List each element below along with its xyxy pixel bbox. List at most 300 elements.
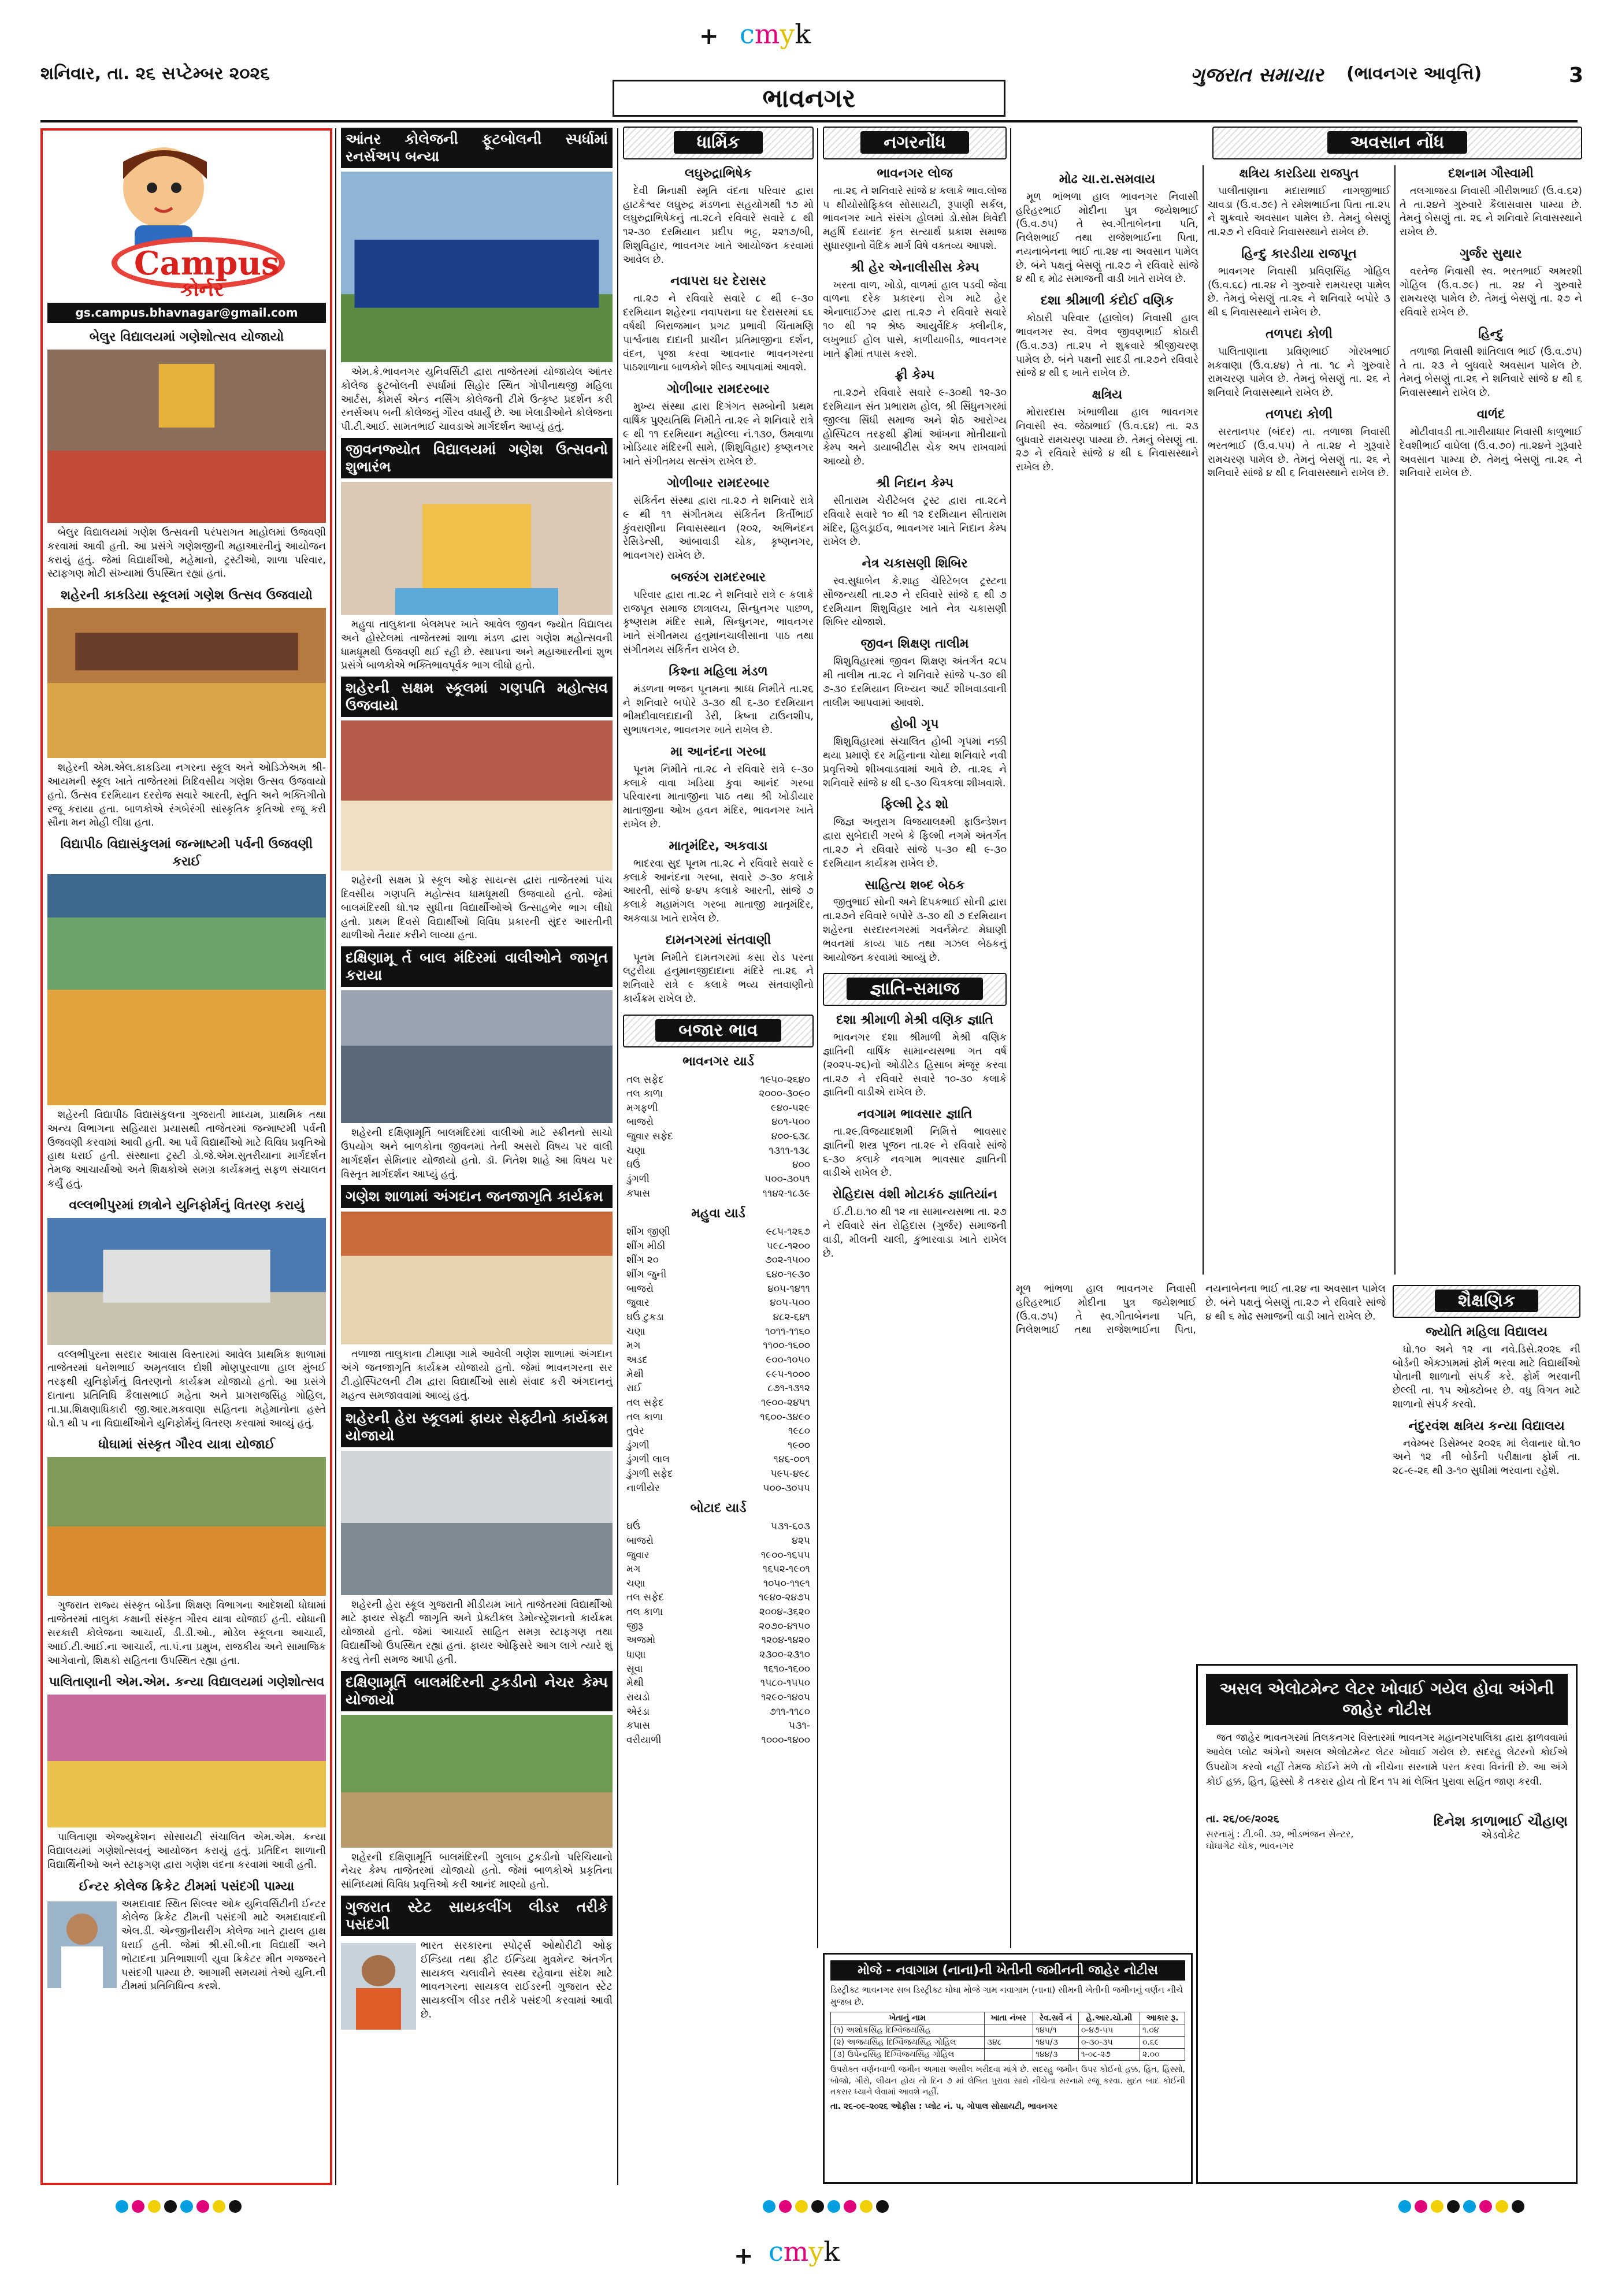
avsan-item-heading: તળપદા કોળી	[1266, 326, 1333, 341]
market-yard-name: ભાવનગર યાર્ડ	[682, 1054, 754, 1069]
market-rate-row	[623, 1591, 814, 1605]
commodity-name: તલ સફેદ	[626, 1073, 664, 1086]
photo-football-team	[341, 172, 613, 362]
shaikshanik-story-2: નવેમ્બર ડિસેમ્બર ૨૦૨૬ માં લેવાનાર ધો.૧૦ અને ૧૨ ની બોર્ડની પરીક્ષાના ફોર્મ તા. ૨૮-૯-૨૬ થી ૩-૧૦ સુધીમાં ભરવાના રહેશે.	[1393, 1437, 1580, 1477]
commodity-price: ૭૦૨-૧૫૦૦	[765, 1254, 810, 1266]
commodity-name: સૂવા	[626, 1663, 643, 1675]
land-table-cell: ૨.૦૦	[1140, 2049, 1185, 2061]
market-rate-row	[623, 1353, 814, 1368]
commodity-price: ૧૯૦૦-૧૬૫૫	[760, 1549, 810, 1561]
land-table-header: રેવ.સર્વે નં	[1033, 2012, 1079, 2024]
commodity-price: ૪૦૫-૫૦૦	[770, 1297, 810, 1309]
photo-organ-donation	[341, 1212, 613, 1344]
land-table-cell: (૩) ઉપેન્દ્રસિંહ દિગ્વિજયસિંહ ગોહિલ	[831, 2049, 985, 2061]
photo-fire-safety	[341, 1451, 613, 1595]
commodity-price: ૧૦૫૦-૧૧૯૧	[763, 1577, 810, 1589]
market-rate-row	[623, 1691, 814, 1705]
dharmik-item-heading: ગોળીબાર રામદરબાર	[667, 382, 770, 397]
avsan-item-text: મોરારદાસ ખંભાળીયા હાલ ભાવનગર નિવાસી સ્વ. જેઠાભાઈ (ઉ.વ.૬૪) તા. ૨૩ બુધવારે રામચરણ પામ્યા છે. તેમનું બેસણું તા. ૨૭ ને રવિવારે સાંજે ૪ થી ૬ નિવાસસ્થાને રાખેલ છે.	[1016, 407, 1198, 474]
dharmik-item-heading: બજરંગ રામદરબાર	[671, 570, 766, 585]
dharmik-item-text: મુખ્ય સંસ્થા દ્વારા દિગંગત સમ્બોની પ્રથમ વાર્ષિક પુણ્યતિથિ નિમીતે તા.૨૯ ને શનિવારે રાત્રે ૯ થી ૧૧ દરમિયાન મહોલ્લા નં.૧૩૦, ઉમવાળા ખોડિયાર મંદિરની સામે, (શિશુવિહાર) કૃષ્ણનગર ખાતે સંગીતમય સત્સંગ રાખેલ છે.	[623, 401, 814, 468]
commodity-price: ૪૦૦-૬૩૮	[771, 1131, 810, 1143]
campus-corner	[47, 133, 326, 2181]
market-yard-name: બોટાદ યાર્ડ	[690, 1501, 747, 1516]
commodity-price: ૧૯૦૦-૨૪૫૧	[760, 1396, 810, 1409]
commodity-price: ૧૩૧૧-૧૩૮	[769, 1145, 810, 1157]
commodity-price: ૧૬૫૨-૧૯૦૧	[762, 1563, 810, 1576]
commodity-price: ૧૯૮૦	[788, 1425, 810, 1437]
gnati-heading: જ્ઞાતિ-સમાજ	[823, 973, 1007, 1006]
commodity-price: ૪૦૦	[792, 1159, 810, 1171]
avsan-item-text: કોઠારી પરિવાર (હાલોલ) નિવાસી હાલ ભાવનગર સ્વ. વૈભવ જીવણભાઈ કોઠારી (ઉ.વ.૭૩) તા.૨૫ ને શુક્રવારે શ્રીજીચરણ પામેલ છે. બંને પક્ષની સાદડી તા.૨૭ને રવિવારે સાંજે ૪ થી ૬ ખાતે રાખેલ છે.	[1016, 313, 1198, 380]
dharmik-item-text: પૂનમ નિમીતે દામનગરમાં કસા રોડ પરના લટુરીયા હનુમાનજીદાદાના મંદિરે તા.૨૬ ને શનિવારે રાત્રે ૯ કલાકે ભવ્ય સંતવાણીનો કાર્યક્રમ રાખેલ છે.	[623, 952, 814, 1005]
nagarnondh-item-heading: હોબી ગૃપ	[890, 717, 939, 732]
commodity-price: ૧૫૮૦-૧૫૫૦	[760, 1677, 810, 1689]
commodity-name: તલ કાળા	[626, 1606, 663, 1618]
commodity-name: ચણા	[626, 1325, 645, 1338]
commodity-price: ૫૯૫-૪૯૮	[770, 1468, 810, 1480]
commodity-price: ૨૦૦૪-૩૬૨૦	[759, 1606, 810, 1618]
avsan-item-text: મોટીવાવડી તા.ગારીયાધાર નિવાસી કાળુભાઈ દેવશીભાઈ વાઘેલા (ઉ.વ.૭૦) તા.૨૪ને ગુરૂવારે અવસાન પામ્યા છે. તેમનું બેસણું તા.૨૬ ને શનિવારે રાખેલ છે.	[1400, 426, 1582, 480]
shaikshanik-heading: શૈક્ષણિક	[1393, 1285, 1580, 1318]
commodity-name: નાળીયેર	[626, 1482, 660, 1494]
commodity-name: કપાસ	[626, 1187, 650, 1199]
registration-mark: +	[699, 23, 719, 50]
commodity-price: ૧૦૦૦-૧૪૦૦	[761, 1734, 810, 1746]
photo-jivanjyot	[341, 482, 613, 615]
avsan-item-text: વરતેજ નિવાસી સ્વ. ભરતભાઈ અમરશી ગોહિલ (ઉ.વ.૭૯) તા. ૨૪ ને ગુરુવારે રામચરણ પામેલ છે. તેમનું બેસણું તા. ૨૭ ને રવિવારે રાખેલ છે.	[1400, 265, 1582, 319]
commodity-name: શીંગ ૨૦	[626, 1254, 659, 1266]
commodity-price: ૧૧૦૦-૧૬૦૦	[763, 1340, 810, 1352]
bajar-heading: બજાર ભાવ	[623, 1015, 814, 1047]
dharmik-item-heading: કિશ્ના મહિલા મંડળ	[669, 664, 768, 679]
commodity-name: તલ સફેદ	[626, 1592, 664, 1604]
column-rule	[617, 128, 618, 2185]
avsan-item-heading: વાળંદ	[1476, 407, 1505, 422]
commodity-price: ૧૨૯૦-૧૪૦૫	[760, 1691, 810, 1703]
commodity-name: તલ કાળા	[626, 1088, 663, 1100]
column-nagarnondh	[823, 124, 1007, 1944]
nagarnondh-item-heading: સાહિત્ય શબ્દ બેઠક	[864, 878, 965, 893]
nagarnondh-item-heading: શ્રી નિદાન કેમ્પ	[875, 476, 954, 491]
commodity-name: મેથી	[626, 1368, 644, 1380]
land-table-cell	[984, 2049, 1033, 2061]
nagarnondh-item-text: શિશુવિહારમાં જીવન શિક્ષણ અંતર્ગત ૨૮૫ મી તાલીમ તા.૨૮ ને શનિવારે સાંજે ૫-૩૦ થી ૭-૩૦ દરમિયાન લિખ્યન આર્ટ શીખવાડવાની તાલીમ આપવામાં આવશે.	[823, 656, 1007, 709]
commodity-name: ઘઉં ટુકડા	[626, 1312, 664, 1324]
avsan-item-text: તલગાજરડા નિવાસી ગીરીશભાઈ (ઉ.વ.૬૨) તે તા.૨૪ને ગુરુવારે કૈલાસવાસ પામ્યા છે. તેમનું બેસણું તા. ૨૬ ને શનિવારે નિવાસસ્થાને રાખેલ છે.	[1400, 185, 1582, 239]
avsan-item-text: પાલીતાણાના મદારાભાઈ નાગજીભાઈ ચાવડા (ઉ.વ.૭૯) તે રમેશભાઈના પિતા તા.૨૫ ને શુક્રવારે અવસાન પામેલ છે. તેમનું બેસણું તા.૨૭ ને રવિવારે નિવાસસ્થાને રાખેલ છે.	[1208, 185, 1390, 239]
commodity-price: ૨૦૦૦-૩૦૯૦	[759, 1088, 810, 1100]
avsan-continued-text: મૂળ ભાંભળા હાલ ભાવનગર નિવાસી હરિહરભાઈ મોદીના પુત્ર જયેશભાઈ (ઉ.વ.૭૫) તે સ્વ.ગીતાબેનના પતિ, નિલેશભાઈ તથા રાજેશભાઈના પિતા, નયનાબેનના ભાઈ તા.૨૪ ના અવસાન પામેલ છે. બંને પક્ષનું બેસણું તા.૨૭ ને રવિવારે સાંજે ૪ થી ૬ મોઢ સમાજની વાડી ખાતે રાખેલ છે.	[1016, 1283, 1386, 1336]
market-rate-row	[623, 1158, 814, 1172]
market-rate-row	[623, 1705, 814, 1719]
market-rate-row	[623, 1519, 814, 1534]
nagarnondh-item-text: શિશુવિહારમાં સંચાલિત હોબી ગૃપમાં નક્કી થયા પ્રમાણે દર મહિનાના ચોથા શનિવારે નવી પ્રવૃત્તિઓ શીખવાડવામાં આવે છે. તા.૨૬ ને શનિવારે સાંજે ૪ થી ૬-૩૦ ચિત્રકલા શીખવાશે.	[823, 736, 1007, 789]
market-rate-row	[623, 1368, 814, 1382]
commodity-price: ૮૭૧-૧૩૧૨	[767, 1383, 810, 1395]
section-title: ભાવનગર	[613, 80, 1005, 117]
commodity-name: બાજરો	[626, 1116, 654, 1128]
land-notice	[823, 1953, 1193, 2184]
commodity-name: રાયડો	[626, 1691, 650, 1703]
photo-sanskrit-yatra	[47, 1457, 326, 1596]
dharmik-item-text: ભાદરવા સુદ પૂનમ તા.૨૮ ને રવિવારે સવારે ૯ કલાકે આનંદના ગરબા, સવારે ૭-૩૦ કલાકે આરતી, સાંજે ૪-૪૫ કલાકે આરતી, સાંજે ૭ કલાકે મહામંગલ ગરબા માતાજી માતૃમંદિર, અકવાડા ખાતે રાખેલ છે.	[623, 857, 814, 924]
campus-story-4: વલ્લભીપુરના સરદાર આવાસ વિસ્તારમાં આવેલ પ્રાથમિક શાળામાં તાજેતરમાં ધનેશભાઈ અમૃતલાલ દોશી મોણપુરવાળા હાલ મુંબઈ તરફથી યુનિફોર્મનું વિતરણનો કાર્યક્રમ યોજાયો હતો. આ પ્રસંગે દાતાના પ્રતિનિધિ કૈલાસભાઈ મહેતા અને પ્રાગરાજસિંહ ગોહિલ, તા.પ્રા.શિક્ષણાધિકારી જી.આર.મકવાણા સહિતના મહેમાનોના હસ્તે ધો.૧ થી ૫ ના વિદ્યાર્થીઓને યુનિફોર્મનું વિતરણ કરવામાં આવ્યું હતું.	[47, 1348, 326, 1429]
land-notice-body: ઉપરોક્ત વર્ણનવાળી જમીન અમારા અસીલ ખરીદવા માંગે છે. સદરહુ જમીન ઉપર કોઈનો હક્ક, હિત, હિસ્સો, બોજો, ગીરો, લીયન હોય તો દિન ૭ માં લેખિત પુરાવા સાથે નીચેના સરનામે રજૂ કરવા. મુદત બાદ કોઈની તકરાર ધ્યાને લેવામાં આવશે નહીં.	[830, 2065, 1185, 2097]
market-rate-row	[623, 1605, 814, 1619]
land-table-header: ખેતાનું નામ	[831, 2012, 985, 2024]
land-table-cell: ૦.૬૯	[1140, 2037, 1185, 2049]
campus-email[interactable]: gs.campus.bhavnagar@gmail.com	[47, 303, 326, 323]
story-cycling-leader: ભારત સરકારના સ્પોર્ટ્સ ઓથોરીટી ઓફ ઈન્ડિયા તથા ફીટ ઈન્ડિયા મુવમેન્ટ અંતર્ગત સાયકલ ચલાવીને સ્વસ્થ રહેવાના સંદેશ માટે ભાવનગરના સાયકલ રાઈડરની ગુજરાત સ્ટેટ સાયકલીંગ લીડર તરીકે પસંદગી કરવામાં આવી છે.	[421, 1940, 613, 2020]
commodity-price: ૯૦૦-૧૦૫૦	[766, 1354, 810, 1366]
campus-story-7: અમદાવાદ સ્થિત સિલ્વર ઓક યુનિવર્સિટીની ઈન્ટર કોલેજ ક્રિકેટ ટીમની પસંદગી માટે અમદાવાદની એલ.ડી. એન્જીનીયરીંગ કોલેજ ખાતે ટ્રાયલ હાથ ધરાઈ હતી. જેમાં શ્રી.સી.બી.ના વિદ્યાર્થી અને ભોટાદના પ્રતિભાશાળી યુવા ક્રિકેટર મીત ગજજરને પસંદગી પામ્યા છે. આગામી સમયમાં તેઓ યુનિ.ની ટીમમાં પ્રતિનિધિત્વ કરશે.	[121, 1898, 326, 1993]
nagarnondh-item-heading: ફિલ્મી ટ્રેડ શો	[881, 797, 949, 812]
campus-title: Campus	[134, 244, 280, 283]
land-table-header: ખાતા નંબર	[984, 2012, 1033, 2024]
campus-story-3: શહેરની વિદ્યાપીઠ વિદ્યાસંકુલના ગુજરાતી માધ્યમ, પ્રાથમિક તથા અન્ય વિભાગના સહિયારા પ્રયાસથી તાજેતરમાં જન્માષ્ટમી પર્વની ઉજવણી કરવામાં આવી હતી. આ પર્વે વિદ્યાર્થીઓ માટે વિવિધ પ્રવૃતિઓ હાથ ધરાઈ હતી. સંસ્થાના ટ્રસ્ટી ડો.જે.એમ.સુતરીયાના માર્ગદર્શન તેમજ આચાર્યાઓ અને શિક્ષકોએ સમગ્ર કાર્યક્રમનું સફળ સંચાલન કર્યું હતું.	[47, 1109, 326, 1190]
gnati-item-heading: રોહિદાસ વંશી મોટાકંઠ જ્ઞાતિયાંન	[832, 1187, 997, 1202]
market-rates	[623, 1053, 814, 1748]
commodity-name: મગ	[626, 1340, 641, 1352]
market-rate-row	[623, 1073, 814, 1087]
commodity-name: જુવાર સફેદ	[626, 1131, 673, 1143]
commodity-name: જીરૂ	[626, 1620, 644, 1632]
nagarnondh-item-heading: ફ્રી કેમ્પ	[895, 368, 935, 383]
land-table-cell	[984, 2024, 1033, 2037]
market-rate-row	[623, 1534, 814, 1548]
photo-vidyapith-janmashtami	[47, 874, 326, 1105]
campus-story-1: બેલુર વિદ્યાલયમાં ગણેશ ઉત્સવની પરંપરાગત માહોલમાં ઉજવણી કરવામાં આવી હતી. આ પ્રસંગે ગણેશજીની મહાઆરતીનું આયોજન કરાયું હતું. જેમાં વિદ્યાર્થીઓ, મહેમાનો, ટ્રસ્ટીઓ, શાળા પરિવાર, સ્ટાફગણ મોટી સંખ્યામાં ઉપસ્થિત રહ્યાં હતાં.	[47, 527, 326, 580]
commodity-name: મગ	[626, 1563, 641, 1576]
dharmik-item-text: પરિવાર દ્વારા તા.૨૮ ને શનિવારે રાત્રે ૯ કલાકે રાજપૂત સમાજ છાત્રાલય, સિન્ધુનગર પાછળ, કૃષ્ણરામ મંદિર સામે, સિન્ધુનગર, ભાવનગર ખાતે સંગીતમય હનુમાનચાલીસાના પાઠ તથા સંગીતમય સંકિર્તન રાખેલ છે.	[623, 589, 814, 656]
commodity-price: ૧૬૧૦-૧૬૦૦	[763, 1663, 810, 1675]
dharmik-heading: ધાર્મિક	[623, 127, 814, 159]
commodity-name: જુવાર	[626, 1549, 650, 1561]
market-rate-row	[623, 1115, 814, 1130]
commodity-price: ૧૨૦૪-૧૪૨૦	[761, 1634, 810, 1647]
commodity-name: ધાણા	[626, 1649, 646, 1661]
lost-letter-date: તા. ૨૬/૦૯/૨૦૨૬	[1206, 1812, 1279, 1825]
campus-headline-7: ઈન્ટર કોલેજ ક્રિકેટ ટીમમાં પસંદગી પામ્યા	[79, 1879, 295, 1894]
land-notice-footer: તા. ૨૬-૦૯-૨૦૨૬ ઓફીસ : પ્લોટ નં. ૫, ગોપાલ સોસાયટી, ભાવનગર	[830, 2101, 1057, 2111]
commodity-price: ૯૪૦-૫૨૯	[770, 1102, 810, 1114]
photo-kakadiya-school	[47, 608, 326, 758]
market-rate-row	[623, 1268, 814, 1282]
registration-mark-bottom: +	[734, 2243, 754, 2269]
market-rate-row	[623, 1101, 814, 1116]
nagarnondh-item-text: જીતુભાઈ સોની અને દિપકભાઈ સોની દ્વારા તા.૨૭ને રવિવારે બપોરે ૩-૩૦ થી ૭ દરમિયાન શહેરના સરદારનગરમાં ગવર્નમેન્ટ મેઘાણી ભવનમાં કાવ્ય પાઠ તથા ગઝલ બેઠકનું આયોજન કરવામાં આવ્યું છે.	[823, 897, 1007, 964]
land-notice-title: મોજે - નવાગામ (નાના)ની ખેતીની જમીનની જાહેર નોટીસ	[830, 1960, 1185, 1981]
nagarnondh-item-text: તા.૨૭ને રવિવારે સવારે ૯-૩૦થી ૧૨-૩૦ દરમિયાન સંત પ્રભારામ હોલ, શ્રી સિંધુનગરમાં જીલ્લા સિંધી સમાજ અને શેઠ આરોગ્ય હોસ્પિટલ તરફથી ફ્રીમાં આંખના મોતીયાનો કેમ્પ અને ડાયાબીટીસ ચેક અપ રાખવામાં આવ્યો છે.	[823, 387, 1007, 468]
commodity-name: ચણા	[626, 1577, 645, 1589]
photo-cyclist	[341, 1943, 416, 2030]
dharmik-item-text: સંકિર્તન સંસ્થા દ્વારા તા.૨૭ ને શનિવારે રાત્રે ૯ થી ૧૧ સંગીતમય સંકિર્તન કિર્તીભાઈ કુંવરાણીના નિવાસસ્થાન (૨૦૨, અભિનંદન રેસિડેન્સી, આંબાવાડી ચોક, કૃષ્ણનગર, ભાવનગર) રાખેલ છે.	[623, 495, 814, 562]
color-bar-left	[116, 2200, 242, 2213]
column-school-news	[341, 124, 613, 2184]
column-avsan	[1016, 124, 1582, 1280]
gnati-item-heading: નવગામ ભાવસાર જ્ઞાતિ	[857, 1107, 973, 1122]
commodity-price: ૧૧૪૨-૧૮૩૯	[762, 1187, 810, 1199]
land-notice-table	[830, 2012, 1185, 2061]
commodity-name: મગફળી	[626, 1102, 658, 1114]
headline-cycling-leader: ગુજરાત સ્ટેટ સાયકલીંગ લીડર તરીકે પસંદગી	[341, 1896, 613, 1936]
dharmik-list	[623, 165, 814, 1006]
land-table-cell: ૧૪૫/૧	[1033, 2024, 1079, 2037]
avsan-item-heading: હિન્દુ	[1478, 326, 1504, 341]
commodity-name: ડુંગળી	[626, 1173, 650, 1185]
commodity-name: રાઈ	[626, 1383, 642, 1395]
commodity-price: ૧૪૬-૦૦૧	[773, 1454, 810, 1466]
land-table-header: આકાર રૂ.	[1140, 2012, 1185, 2024]
photo-uniform-distribution	[47, 1218, 326, 1345]
avsan-item-text: ભાવનગર નિવાસી પ્રવિણસિંહ ગોહિલ (ઉ.વ.૬૮) તા.૨૪ ને ગુરુવારે રામચરણ પામેલ છે. તેમનું બેસણું તા.૨૬ ને શનિવારે બપોરે ૩ થી ૬ નિવાસસ્થાને રાખેલ છે.	[1208, 265, 1390, 319]
market-rate-row	[623, 1144, 814, 1158]
commodity-price: ૫૩૧-૬૦૩	[770, 1521, 810, 1533]
commodity-name: એરંડા	[626, 1706, 650, 1718]
gnati-item-text: ભાવનગર દશા શ્રીમાળી મેશ્રી વણિક જ્ઞાતિની વાર્ષિક સામાન્યસભા ગત વર્ષ (૨૦૨૫-૨૬)નો ઓડીટેડ હિસાબ મંજૂર કરવા તા.૨૭ ને રવિવારે સવારે ૧૦-૩૦ કલાકે જ્ઞાતિની વાડીએ રાખેલ છે.	[823, 1032, 1007, 1099]
column-rule	[335, 128, 336, 2185]
land-table-cell: ૧૪૪/૩	[1033, 2049, 1079, 2061]
commodity-price: ૧૦૧૧-૧૧૬૦	[765, 1325, 810, 1338]
commodity-name: કપાસ	[626, 1720, 650, 1732]
dharmik-item-text: દેવી મિનાક્ષી સ્મૃતિ વંદના પરિવાર દ્વારા હાટકેશ્વર લઘુરુદ્ર મંડળના સહયોગથી ૧૭ મો લઘુરુદ્રાભિષેકનું તા.૨૮ને રવિવારે સવારે ૮ થી ૧૨-૩૦ દરમિયાન પ્રદીપ ભટ્ટ, ૨૨૧૭/બી, શિશુવિહાર, ભાવનગર ખાતે આયોજન કરવામાં આવેલ છે.	[623, 185, 814, 266]
nagarnondh-item-heading: જીવન શિક્ષણ તાલીમ	[860, 637, 969, 652]
market-rate-row	[623, 1662, 814, 1677]
market-rate-row	[623, 1733, 814, 1748]
nagarnondh-item-heading: ભાવનગર લોજ	[877, 166, 953, 181]
commodity-price: ૨૩૦૦-૨૩૧૦	[759, 1649, 810, 1661]
headline-nature-camp: દક્ષિણામૂર્તિ બાલમંદિરની ટુકડીનો નેચર કેમ્પ યોજાયો	[341, 1671, 613, 1711]
page-number: 3	[1569, 64, 1584, 87]
gnati-item-text: ઈ.ટી.ઇ.૧૦ થી ૧૨ ના સામાન્યસભા તા. ૨૭ ને રવિવારે સંત રોહિદાસ (ગુર્જર) સમાજની વાડી, મીલની ચાલી, કુંભારવાડા ખાતે રાખેલ છે.	[823, 1206, 1007, 1260]
nagarnondh-heading: નગરનોંધ	[823, 127, 1007, 159]
story-jivanjyot: મહુવા તાલુકાના બેલમપર ખાતે આવેલ જીવન જ્યોત વિદ્યાલય અને હોસ્ટેલમાં તાજેતરમાં શાળા મંડળ દ્વારા ગણેશ મહોત્સવની ધામધૂમથી ઉજવણી થઈ રહી છે. સ્થાપના અને મહાઆરતીનાં શુભ પ્રસંગે બાળકોએ ભક્તિભાવપૂર્વક ભાગ લીધો હતો.	[341, 618, 613, 672]
market-rate-row	[623, 1239, 814, 1254]
avsan-item-heading: ગુર્જર સુથાર	[1460, 246, 1522, 261]
lost-letter-address: સરનામું : ટી.બી. ૩૨, ભીડભંજન સેન્ટર, ઘોઘાગેટ ચોક, ભાવનગર	[1206, 1828, 1354, 1851]
land-table-cell: (૧) અશોકસિંહ દિગ્વિજયસિંહ	[831, 2024, 985, 2037]
land-table-cell: ૦-૩૦-૩૫	[1078, 2037, 1140, 2049]
land-table-cell: ૦-૪૭-૫૫	[1078, 2024, 1140, 2037]
avsan-item-heading: ક્ષત્રિય કારડિયા રાજપુત	[1239, 166, 1359, 181]
photo-cricketer	[47, 1901, 117, 1988]
headline-dakshinamurti-parents: દક્ષિણામૂ ર્ત બાલ મંદિરમાં વાલીઓને જાગૃત કરાયા	[341, 946, 613, 987]
commodity-price: ૭૧૧-૧૧૮૦	[769, 1706, 810, 1718]
gnati-item-heading: દશા શ્રીમાળી મેશ્રી વણિક જ્ઞાતિ	[836, 1013, 994, 1028]
commodity-name: વરીયાળી	[626, 1734, 662, 1746]
land-table-cell: (૨) અજયસિંહ દિગ્વિજયસિંહ ગોહિલ	[831, 2037, 985, 2049]
commodity-name: શીંગ જુની	[626, 1269, 667, 1281]
market-rate-row	[623, 1481, 814, 1496]
land-table-row	[831, 2024, 1185, 2037]
nagarnondh-item-text: તા.૨૬ ને શનિવારે સાંજે ૪ કલાકે ભાવ.લોજ ૫ થીયોસોફિકલ સોસાયટી, રૂપાણી સર્કલ, ભાવનગર ખાતે સંસંગ હોલમાં ડો.સોમ ત્રિવેદી મહર્ષિ દયાનંદ કૃત સત્યાર્થ પ્રકાશ સમાજ સુધારણાનો વૈદિક માર્ગ વિષે વક્તવ્ય આપશે.	[823, 185, 1007, 252]
masthead-rule	[40, 120, 1578, 122]
commodity-price: ૨૦૭૦-૪૧૫૦	[759, 1620, 810, 1632]
land-table-cell: ૧-૦૮-૨૭	[1078, 2049, 1140, 2061]
column-shaikshanik	[1393, 1283, 1580, 1675]
headline-fire-safety: શહેરની હેરા સ્કૂલમાં ફાયર સેફ્ટીનો કાર્યક્રમ યોજાયો	[341, 1407, 613, 1447]
commodity-name: શીંગ મીઠી	[626, 1240, 666, 1252]
commodity-name: અજમો	[626, 1634, 656, 1647]
headline-saksham: શહેરની સક્ષમ સ્કૂલમાં ગણપતિ મહોત્સવ ઉજવાયો	[341, 677, 613, 717]
market-rate-row	[623, 1296, 814, 1310]
nagarnondh-item-text: સ્વ.સુધાબેન કે.શાહ ચેરિટેબલ ટ્રસ્ટના સૌજન્યથી તા.૨૭ ને રવિવારે સાંજે ૬ થી ૭ દરમિયાન શિશુવિહાર ખાતે નેત્ર ચકાસણી શિબિર યોજાશે.	[823, 575, 1007, 629]
market-rate-row	[623, 1410, 814, 1425]
column-rule	[1010, 128, 1011, 1948]
story-dakshinamurti-parents: શહેરની દક્ષિણામૂર્તિ બાલમંદિરમાં વાલીઓ માટે સ્ક્રીનનો સાચો ઉપયોગ અને બાળકોના જીવનમાં તેની અસરો વિષય પર વાલી માર્ગદર્શન સેમિનાર યોજાયો હતો. ડૉ. નિતેશ શાહે આ વિષય પર વિસ્તૃત માર્ગદર્શન આપ્યું હતું.	[341, 1127, 613, 1180]
commodity-price: ૪૦૫-૧૪૧૧	[767, 1283, 810, 1295]
nagarnondh-item-text: જિજ્ઞ અનુરાગ વિજયાલક્ષ્મી ફાઉન્ડેશન દ્વારા સુબેદારી ગરબે કે ફિલ્મી નગમે અંતર્ગત તા.૨૭ ને રવિવારે સાંજે ૫-૩૦ થી ૯-૩૦ દરમિયાન કાર્યક્રમ રાખેલ છે.	[823, 816, 1007, 870]
commodity-price: ૧૯૦૦	[788, 1439, 810, 1451]
dharmik-item-heading: લઘુરુદ્રાભિષેક	[685, 166, 752, 181]
commodity-name: મેથી	[626, 1677, 644, 1689]
commodity-price: ૬૪૦-૧૯૩૦	[766, 1269, 810, 1281]
nagarnondh-list	[823, 165, 1007, 965]
market-rate-row	[623, 1439, 814, 1453]
dharmik-item-heading: ગોળીબાર રામદરબાર	[667, 476, 770, 491]
dharmik-item-heading: દામનગરમાં સંતવાણી	[665, 932, 771, 948]
lost-letter-body: જત જાહેર ભાવનગરમાં તિલકનગર વિસ્તારમાં ભાવનગર મહાનગરપાલિકા દ્વારા ફાળવવામાં આવેલ પ્લોટ અંગેનો અસલ એલોટમેન્ટ લેટર ખોવાઈ ગયેલ છે. સદરહુ લેટરનો કોઈએ ઉપયોગ કરવો નહીં તેમજ કોઈને મળે તો નીચેના સરનામે પરત કરવા વિનંતી છે. આ અંગે કોઈ હક્ક, હિત, હિસ્સો કે તકરાર હોય તો દિન ૧૫ માં લેખિત પુરાવા સહિત જાણ કરવી.	[1206, 1732, 1568, 1788]
commodity-price: ૧૯૫૦-૨૬૪૦	[760, 1073, 810, 1086]
commodity-name: બાજરો	[626, 1283, 654, 1295]
dharmik-item-text: પૂનમ નિમીતે તા.૨૮ ને રવિવારે રાત્રે ૯-૩૦ કલાકે વાવા ખડિયા કુવા આનંદ ગરબા પરિવારના માતાજીના પાઠ તથા શ્રી ખોડીયાર માતાજીના ઓખ હવન મંદિર, ભાવનગર ખાતે રાખેલ છે.	[623, 763, 814, 831]
dharmik-item-text: તા.૨૭ ને રવિવારે સવારે ૮ થી ૯-૩૦ દરમિયાન શહેરના નવાપરાના ઘર દેરાસરમાં ૬૬ વર્ષથી બિરાજમાન પ્રગટ પ્રભાવી ચિંતામણિ પાર્શ્વનાથ દાદાની પ્રાચીન પ્રતિમાજીના દર્શન, વંદન, પૂજા કરવા આવનાર ભાવનગરના પાઠશાળાના બાળકોને શીલ્ડ આપવામાં આવશે.	[623, 293, 814, 374]
market-rate-row	[623, 1187, 814, 1201]
commodity-name: શીંગ જીણી	[626, 1226, 670, 1238]
campus-story-6: પાલિતાણા એજ્યુકેશન સોસાયટી સંચાલિત એમ.એમ. કન્યા વિદ્યાલયમાં ગણેશોત્સવનું આયોજન કરાયું હતું. પ્રતિદિન શાળાની વિદ્યાર્થિનીઓ અને સ્ટાફગણ દ્વારા ગણેશ વંદના કરવામાં આવી હતી.	[47, 1831, 326, 1871]
market-rate-row	[623, 1325, 814, 1339]
land-table-row	[831, 2049, 1185, 2061]
commodity-name: ઘઉં	[626, 1521, 640, 1533]
color-bar-center	[763, 2200, 889, 2213]
avsan-item-heading: દશા શ્રીમાળી કંદોઈ વણિક	[1041, 293, 1174, 309]
commodity-name: ડુંગળી	[626, 1439, 650, 1451]
dharmik-item-heading: નવાપરા ઘર દેરાસર	[670, 274, 766, 289]
headline-jivanjyot: જીવનજ્યોત વિદ્યાલયમાં ગણેશ ઉત્સવનો શુભારંભ	[341, 438, 613, 478]
market-rate-row	[623, 1562, 814, 1577]
commodity-price: ૧૬૦૦-૩૪૯૦	[760, 1411, 810, 1423]
market-rate-row	[623, 1225, 814, 1239]
avsan-item-heading: હિન્દુ કારડીયા રાજપૂત	[1241, 246, 1357, 261]
commodity-name: તલ કાળા	[626, 1411, 663, 1423]
commodity-name: અડદ	[626, 1354, 648, 1366]
market-rate-row	[623, 1310, 814, 1325]
avsan-item-text: પાલિતાણાના પ્રવિણભાઈ ગોરખભાઈ મકવાણા (ઉ.વ.૪૪) તે તા. ૧૮ ને ગુરુવારે રામચરણ પામેલ છે. તેમનું બેસણું તા. ૨૬ ને શનિવારે નિવાસસ્થાને રાખેલ છે.	[1208, 345, 1390, 399]
edition-label: (ભાવનગર આવૃત્તિ)	[1346, 64, 1482, 84]
campus-headline-5: ધોઘામાં સંસ્કૃત ગૌરવ યાત્રા યોજાઈ	[98, 1437, 275, 1452]
commodity-name: જુવાર	[626, 1297, 650, 1309]
market-rate-row	[623, 1633, 814, 1648]
land-table-cell: ૧૪૫/૩	[1033, 2037, 1079, 2049]
campus-subtitle: કોર્નર	[180, 278, 224, 301]
commodity-name: તુવેર	[626, 1425, 644, 1437]
photo-nature-camp	[341, 1715, 613, 1848]
dharmik-item-heading: માતૃમંદિર, અકવાડા	[669, 838, 768, 853]
gnati-list	[823, 1012, 1007, 1261]
commodity-price: ૯૮૫-૧૨૬૭	[766, 1226, 810, 1238]
avsan-item-text: સરતાનપર (બંદર) તા. તળાજા નિવાસી ભરતભાઈ (ઉ.વ.૫૫) તે તા.૨૪ ને ગુરૂવારે રામચરણ પામેલ છે. તેમનું બેસણું તા. ૨૬ ને શનિવારે સાંજે ૪ થી ૬ નિવાસસ્થાને રાખેલ છે.	[1208, 426, 1390, 480]
commodity-price: ૯૯૫-૧૦૦૦	[766, 1368, 810, 1380]
story-football: એમ.કે.ભાવનગર યુનિવર્સિટી દ્વારા તાજેતરમાં યોજાયેલ આંતર કોલેજ ફૂટબોલની સ્પર્ધામાં સિહોર સ્થિત ગોપીનાથજી મહિલા આર્ટસ, કોમર્સ એન્ડ નર્સિંગ કોલેજની ટીમે ઉત્કૃષ્ટ પ્રદર્શન કરી રનર્સઅપ બની કોલેજનું ગૌરવ વધાર્યું છે. આ ખેલાડીઓને કોલેજના પી.ટી.આઈ. સામતભાઈ ચાવડાએ માર્ગદર્શન આપ્યું હતું.	[341, 366, 613, 433]
avsan-item-text: તળાજા નિવાસી શાંતિલાલ ભાઈ (ઉ.વ.૭૫) તે તા. ૨૩ ને બુધવારે અવસાન પામેલ છે. તેમનું બેસણું તા.૨૬ ને શનિવારે સાંજે ૪ થી ૬ નિવાસસ્થાને રાખેલ છે.	[1400, 345, 1582, 399]
commodity-price: ૪૦૧-૫૦૦	[771, 1116, 810, 1128]
headline-football: આંતર કોલેજની ફૂટબોલની સ્પર્ધામાં રનર્સઅપ બન્યા	[341, 128, 613, 168]
market-rate-row	[623, 1087, 814, 1101]
market-rate-row	[623, 1172, 814, 1187]
shaikshanik-story-1: ધો.૧૦ અને ૧૨ ના નવે.ડિસે.૨૦૨૬ ની બોર્ડની એક્ઝામમાં ફોર્મ ભરવા માટે વિદ્યાર્થીઓ પોતાની શાળાનો સંપર્ક કરે. ફોર્મ ભરવાની છેલ્લી તા. ૧૫ ઓક્ટોબર છે. વધુ વિગત માટે શાળાનો સંપર્ક કરવો.	[1393, 1343, 1580, 1410]
market-rate-row	[623, 1424, 814, 1439]
shaikshanik-headline-1: જ્યોતિ મહિલા વિદ્યાલય	[1426, 1324, 1548, 1339]
photo-kanya-vidyalaya	[47, 1695, 326, 1827]
commodity-name: બાજરો	[626, 1535, 654, 1547]
photo-saksham	[341, 720, 613, 871]
commodity-price: ૪૮૨-૬૪૧	[773, 1312, 810, 1324]
gnati-item-text: તા.૨૯.વિજયાદશમી નિમિત્તે ભાવસાર જ્ઞાતિની શસ્ત્ર પૂજન તા.૨૯ ને રવિવારે સાંજે ૬-૩૦ કલાકે નવગામ ભાવસાર જ્ઞાતિની વાડીએ રાખેલ છે.	[823, 1126, 1007, 1179]
headline-organ-donation: ગણેશ શાળામાં અંગદાન જનજાગૃતિ કાર્યક્રમ	[341, 1185, 613, 1208]
campus-headline-2: શહેરની કાકડિયા સ્કૂલમાં ગણેશ ઉત્સવ ઉજવાયો	[61, 588, 313, 603]
story-saksham: શહેરની સક્ષમ પ્રે સ્કૂલ ઓફ સાયન્સ દ્વારા તાજેતરમાં પાંચ દિવસીય ગણપતિ મહોત્સવ ધામધૂમથી ઉજવાયો હતો. જેમાં બાલમંદિરથી ધો.૧૨ સુધીના વિદ્યાર્થીઓએ ઉત્સાહભેર ભાગ લીધો હતો. પ્રથમ દિવસે વિદ્યાર્થીઓ વિવિધ પ્રકારની સુંદર આરતીની થાળીઓ તૈયાર કરીને લાવ્યા હતા.	[341, 875, 613, 942]
commodity-price: ૫૯૮-૧૨૦૦	[766, 1240, 810, 1252]
avsan-item-heading: તળપદા કોળી	[1266, 407, 1333, 422]
shaikshanik-headline-2: નંદુરવંશ ક્ષત્રિય કન્યા વિદ્યાલય	[1408, 1418, 1565, 1433]
land-table-cell: ૩૪૮	[984, 2037, 1033, 2049]
column-dharmik	[623, 124, 814, 2184]
campus-headline-3: વિદ્યાપીઠ વિદ્યાસંકુલમાં જન્માષ્ટમી પર્વની ઉજવણી કરાઈ	[60, 837, 313, 870]
market-rate-row	[623, 1282, 814, 1296]
campus-story-2: શહેરની એમ.એલ.કાકડિયા નગરના સ્કૂલ અને ઓડિઝેઅમ શ્રી-આયમની સ્કૂલ ખાતે તાજેતરમાં ત્રિદિવસીય ગણેશ ઉત્સવ ઉજવાયો હતો. ઉત્સવ દરમિયાન દરરોજ સવારે આરતી, સ્તુતિ અને ભક્તિગીતો રજૂ કરાયા હતા. બાળકોએ રંગબેરંગી સાંસ્કૃતિક કૃતિઓ રજૂ કરી સૌના મન મોહી લીધા હતા.	[47, 762, 326, 829]
commodity-name: તલ સફેદ	[626, 1396, 664, 1409]
market-rate-row	[623, 1619, 814, 1634]
avsan-item-heading: ક્ષત્રિય	[1092, 388, 1123, 403]
brand-name: ગુજરાત સમાચાર	[1190, 64, 1324, 87]
lost-letter-notice	[1196, 1664, 1578, 2184]
nagarnondh-item-text: સીતારામ ચેરીટેબલ ટ્રસ્ટ દ્વારા તા.૨૮ને રવિવારે સવારે ૧૦ થી ૧૨ દરમિયાન સીતારામ મંદિર, હિલડ્રાઈવ, ભાવનગર ખાતે નિદાન કેમ્પ રાખેલ છે.	[823, 495, 1007, 548]
column-rule	[817, 128, 818, 1948]
nagarnondh-item-heading: નેત્ર ચકાસણી શિબિર	[862, 556, 968, 571]
campus-headline-4: વલ્લભીપુરમાં છાત્રોને યુનિફોર્મનું વિતરણ કરાયું	[69, 1198, 305, 1213]
market-rate-row	[623, 1648, 814, 1662]
avsan-item-heading: દશનામ ગૌસ્વામી	[1448, 166, 1534, 181]
issue-date: શનિવાર, તા. ૨૬ સપ્ટેમ્બર ૨૦૨૬	[40, 64, 270, 84]
commodity-name: ઘઉં	[626, 1159, 640, 1171]
lost-letter-title: અસલ એલોટમેન્ટ લેટર ખોવાઈ ગયેલ હોવા અંગેની જાહેર નોટીસ	[1206, 1674, 1568, 1725]
market-rate-row	[623, 1719, 814, 1733]
market-rate-row	[623, 1577, 814, 1591]
story-nature-camp: શહેરની દક્ષિણામૂર્તિ બાલમંદિરની ગુલાબ ટુકડીનો પરિચિયાનો નેચર કેમ્પ તાજેતરમાં યોજાયો હતો. જેમાં બાળકોએ પ્રકૃતિના સાંનિધ્યમાં વિવિધ પ્રવૃત્તિઓ કરી આનંદ માણ્યો હતો.	[341, 1851, 613, 1891]
dharmik-item-heading: મા આનંદના ગરબા	[670, 744, 766, 759]
column-avsan-continued	[1016, 1283, 1386, 1675]
commodity-price: ૪૨૫	[792, 1535, 810, 1547]
commodity-price: ૫૩૧-	[789, 1720, 810, 1732]
market-yard-name: મહુવા યાર્ડ	[691, 1206, 745, 1221]
market-rate-row	[623, 1253, 814, 1268]
commodity-price: ૧૯૪૦-૨૪૭૫	[759, 1592, 810, 1604]
market-rate-row	[623, 1396, 814, 1410]
cmyk-label-bottom: cmyk	[769, 2236, 840, 2267]
lost-letter-signatory: દિનેશ કાળાભાઈ ચૌહાણ	[1433, 1812, 1568, 1829]
market-rate-row	[623, 1339, 814, 1353]
avsan-item-heading: મોઢ ચા.રા.સમવાય	[1059, 172, 1156, 187]
avsan-list	[1016, 165, 1582, 1275]
land-table-row	[831, 2037, 1185, 2049]
nagarnondh-item-text: ખરતા વાળ, ખોડો, વાળમાં હાલ પડવી જેવા વાળના દરેક પ્રકારના રોગ માટે હેર એનાલાઈઝર દ્વારા તા.૨૭ ને રવિવારે સવારે ૧૦ થી ૧૨ શ્રેષ્ઠ આયુર્વેદિક ક્લીનીક, લખુભાઈ હોલ પાસે, કાળીયાબીડ, ભાવનગર ખાતે ફ્રીમાં તપાસ કરશે.	[823, 279, 1007, 360]
market-rate-row	[623, 1130, 814, 1144]
commodity-price: ૫૦૦-૩૦૫૧	[765, 1173, 810, 1185]
market-rate-row	[623, 1452, 814, 1467]
lost-letter-role: એડવોકેટ	[1481, 1829, 1520, 1841]
story-organ-donation: તળાજા તાલુકાના ટીમાણા ગામે આવેલી ગણેશ શાળામાં અંગદાન અંગે જનજાગૃતિ કાર્યક્રમ યોજાયો હતો. જેમાં ભાવનગરના સર ટી.હોસ્પિટલની ટીમ દ્વારા વિદ્યાર્થીઓ સાથે સંવાદ કરી અંગદાનનું મહત્વ સમજાવવામાં આવ્યું હતું.	[341, 1348, 613, 1402]
